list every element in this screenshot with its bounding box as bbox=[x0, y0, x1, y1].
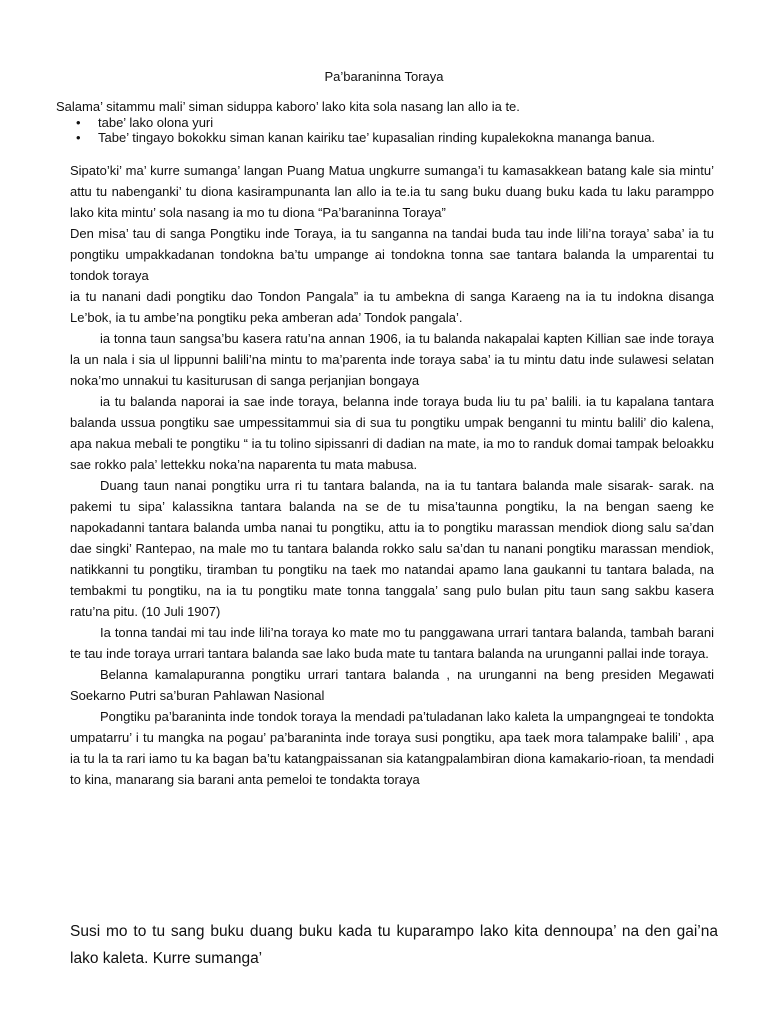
bullet-dot-icon: • bbox=[76, 130, 81, 145]
bullet-dot-icon: • bbox=[76, 115, 81, 130]
paragraph-8: Pongtiku pa’baraninta inde tondok toraya la mendadi pa’tuladanan lako kaleta la umpangngeai te tondokta umpatarru’ i tu mangka na pogau’ pa’baraninta inde toraya susi pongtiku, apa taek mora talampake balili’ , apa ia tu la ta rari iamo tu ka bagan ba’tu katangpaissanan sia katangpalambiran diona kamakario-rioan, ta mendadi to kina, manarang sia barani anta pemeloi te tondakta toraya bbox=[70, 709, 714, 787]
bullet-item bbox=[70, 131, 714, 145]
closing-text: Susi mo to tu sang buku duang buku kada tu kuparampo lako kita dennoupa’ na den gai’na lako kaleta. Kurre sumanga’ bbox=[70, 923, 718, 967]
paragraph-6: Ia tonna tandai mi tau inde lili’na toraya ko mate mo tu panggawana urrari tantara balanda, tambah barani te tau inde toraya urrari tantara balanda sae lako buda mate tu tantara balanda na urunganni pallai inde toraya. bbox=[70, 625, 714, 661]
bullet-text: tabe’ lako olona yuri bbox=[98, 115, 214, 130]
document-title: Pa’baraninna Toraya bbox=[324, 69, 444, 84]
bullet-item bbox=[70, 116, 714, 130]
paragraph-2: ia tu nanani dadi pongtiku dao Tondon Pangala” ia tu ambekna di sanga Karaeng na ia tu indokna disanga Le’bok, ia tu ambe’na pongtiku peka amberan ada’ Tondok pangala’. bbox=[70, 289, 714, 325]
paragraph-4: ia tu balanda naporai ia sae inde toraya, belanna inde toraya buda liu tu pa’ balili. ia tu kapalana tantara balanda ussua pongtiku sae umpessitammui sia di sua tu pongtiku umpak benganni tu mintu balili’ dio kalena, apa nakua mebali te pongtiku “ ia tu tolino sipissanri di dadian na mate, ia mo to randuk domai tampak beloakku sae rokko pala’ lettekku noka’na naparenta tu mata mabusa. bbox=[70, 394, 714, 472]
paragraph-5: Duang taun nanai pongtiku urra ri tu tantara balanda, na ia tu tantara balanda male sisarak- sarak. na pakemi tu sipa’ kalassikna tantara balanda na se de tu misa’taunna pongtiku, la na bengan saeng ke napokadanni tantara balanda umba nanai tu pongtiku, attu ia to pongtiku marassan mendiok diong salu sa’dan dae singki’ Rantepao, na male mo tu tantara balanda rokko salu sa’dan tu nanani pongtiku marassan mendiok, natikkanni tu pongtiku, tiramban tu pongtiku na taek mo natandai apamo lana gaukanni tu tantara balada, na tembakmi tu pongtiku, na ia tu pongtiku mate tonna tanggala’ sang pulo bulan pitu taun sang sakbu kasera ratu’na pitu. (10 Juli 1907) bbox=[70, 478, 714, 619]
intro-paragraph: Sipato’ki’ ma’ kurre sumanga’ langan Puang Matua ungkurre sumanga’i tu kamasakkean batang kale sia mintu’ attu tu nabenganki’ tu diona kasirampunanta lan allo ia te.ia tu sang buku duang buku kada tu laku paramppo lako kita mintu’ sola nasang ia mo tu diona “Pa’baraninna Toraya” bbox=[70, 163, 714, 220]
paragraph-1: Den misa’ tau di sanga Pongtiku inde Toraya, ia tu sanganna na tandai buda tau inde lili’na toraya’ saba’ ia tu pongtiku umpakkadanan tondokna ba’tu umpange ai tondokna tonna sae tantara balanda la umparentai tu tondok toraya bbox=[70, 226, 714, 283]
bullet-text: Tabe’ tingayo bokokku siman kanan kairiku tae’ kupasalian rinding kupalekokna mananga banua. bbox=[98, 130, 655, 145]
paragraph-7: Belanna kamalapuranna pongtiku urrari tantara balanda , na urunganni na beng presiden Megawati Soekarno Putri sa’buran Pahlawan Nasional bbox=[70, 667, 714, 703]
paragraph-3: ia tonna taun sangsa’bu kasera ratu’na annan 1906, ia tu balanda nakapalai kapten Killian sae inde toraya la un nala i sia ul lippunni balili’na mintu to ma’parenta inde toraya saba’ ia tu mintu datu inde sulawesi selatan noka’mo unnakui tu kasiturusan di sanga perjanjian bongaya bbox=[70, 331, 714, 388]
bullet-list bbox=[70, 116, 714, 146]
greeting-line: Salama’ sitammu mali’ siman siduppa kaboro’ lako kita sola nasang lan allo ia te. bbox=[56, 99, 520, 114]
body-text bbox=[70, 160, 714, 790]
